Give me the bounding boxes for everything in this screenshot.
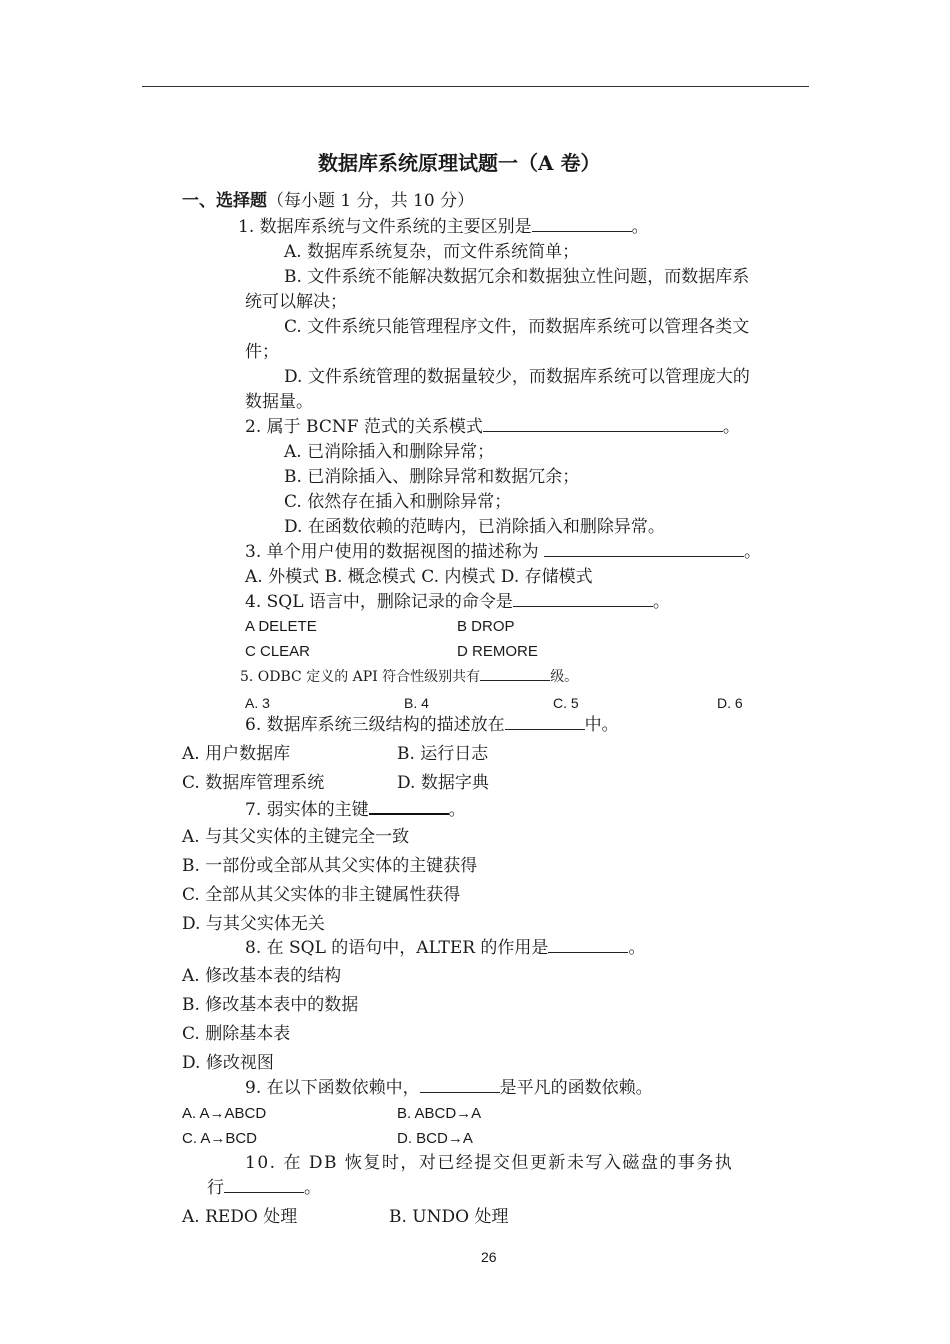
q7-option-d: D. 与其父实体无关 — [182, 914, 325, 934]
q3-end: 。 — [744, 542, 762, 562]
q2-end: 。 — [722, 417, 740, 437]
q4-stem-line — [245, 591, 670, 613]
q7-option-b: B. 一部份或全部从其父实体的主键获得 — [182, 856, 478, 876]
q10-option-a: A. REDO 处理 — [182, 1207, 298, 1227]
q9-stem-line — [245, 1077, 653, 1099]
section-heading-line — [182, 190, 474, 212]
q1-option-d-line2: 数据量。 — [245, 392, 313, 412]
q7-option-c: C. 全部从其父实体的非主键属性获得 — [182, 885, 461, 905]
q10-option-b: B. UNDO 处理 — [389, 1207, 509, 1227]
q5-stem: 5. ODBC 定义的 API 符合性级别共有 — [240, 669, 481, 685]
q9-end: 是平凡的函数依赖。 — [499, 1078, 653, 1098]
q6-option-b: B. 运行日志 — [397, 744, 489, 764]
q8-stem-line — [245, 937, 645, 959]
q1-option-d-line1: D. 文件系统管理的数据量较少，而数据库系统可以管理庞大的 — [284, 367, 750, 387]
q5-option-d: D. 6 — [717, 695, 743, 711]
q3-stem: 3. 单个用户使用的数据视图的描述称为 — [245, 542, 539, 562]
q9-blank — [420, 1077, 500, 1093]
q1-blank — [532, 216, 632, 232]
q9-option-b: B. ABCD→A — [397, 1105, 482, 1122]
q4-option-b: B DROP — [457, 618, 515, 635]
q4-option-d: D REMORE — [457, 643, 538, 660]
q2-blank — [483, 416, 723, 432]
q4-end: 。 — [652, 592, 670, 612]
q4-blank — [513, 591, 653, 607]
q7-option-a: A. 与其父实体的主键完全一致 — [182, 827, 410, 847]
q6-option-a: A. 用户数据库 — [182, 744, 291, 764]
q8-option-c: C. 删除基本表 — [182, 1024, 291, 1044]
q2-option-a: A. 已消除插入和删除异常； — [284, 442, 495, 462]
q4-option-c: C CLEAR — [245, 643, 311, 660]
q5-stem-line — [240, 666, 578, 688]
q8-option-a: A. 修改基本表的结构 — [182, 966, 342, 986]
page-title: 数据库系统原理试题一（A 卷） — [318, 151, 601, 175]
q7-end: 。 — [448, 800, 466, 820]
q6-end: 中。 — [584, 715, 619, 735]
q8-stem: 8. 在 SQL 的语句中，ALTER 的作用是 — [245, 938, 549, 958]
q2-option-d: D. 在函数依赖的范畴内，已消除插入和删除异常。 — [284, 517, 665, 537]
q6-option-c: C. 数据库管理系统 — [182, 773, 325, 793]
q1-option-a: A. 数据库系统复杂，而文件系统简单； — [284, 242, 580, 262]
q9-option-c: C. A→BCD — [182, 1130, 258, 1147]
q1-stem-line — [238, 216, 649, 238]
q9-option-a: A. A→ABCD — [182, 1105, 267, 1122]
q10-blank — [224, 1177, 304, 1193]
q5-option-b: B. 4 — [404, 695, 429, 711]
q6-stem: 6. 数据库系统三级结构的描述放在 — [245, 715, 505, 735]
q5-option-a: A. 3 — [245, 695, 270, 711]
q1-option-c-line1: C. 文件系统只能管理程序文件，而数据库系统可以管理各类文 — [284, 317, 750, 337]
section-heading: 一、选择题 — [182, 191, 267, 211]
q4-stem: 4. SQL 语言中，删除记录的命令是 — [245, 592, 513, 612]
section-note: （每小题 1 分，共 10 分） — [267, 191, 475, 211]
q7-stem: 7. 弱实体的主键 — [245, 800, 369, 820]
q6-option-d: D. 数据字典 — [397, 773, 489, 793]
q7-blank — [369, 798, 449, 815]
q2-stem: 2. 属于 BCNF 范式的关系模式 — [245, 417, 483, 437]
q1-option-b-line1: B. 文件系统不能解决数据冗余和数据独立性问题，而数据库系 — [284, 267, 750, 287]
q8-option-d: D. 修改视图 — [182, 1053, 274, 1073]
q10-end: 。 — [304, 1178, 321, 1198]
q1-stem: 1. 数据库系统与文件系统的主要区别是 — [238, 217, 532, 237]
q8-blank — [548, 937, 628, 953]
header-rule — [142, 86, 809, 87]
q3-options: A. 外模式 B. 概念模式 C. 内模式 D. 存储模式 — [245, 567, 593, 587]
page-number: 26 — [481, 1249, 497, 1265]
q8-option-b: B. 修改基本表中的数据 — [182, 995, 359, 1015]
q10-stem2: 行 — [207, 1178, 224, 1198]
q8-end: 。 — [628, 938, 646, 958]
q1-end: 。 — [631, 217, 649, 237]
q9-option-d: D. BCD→A — [397, 1130, 473, 1147]
q10-stem-line2 — [207, 1177, 321, 1199]
q2-option-b: B. 已消除插入、删除异常和数据冗余； — [284, 467, 580, 487]
q5-blank — [480, 667, 550, 681]
q1-option-c-line2: 件； — [245, 342, 279, 362]
q2-option-c: C. 依然存在插入和删除异常； — [284, 492, 512, 512]
q5-option-c: C. 5 — [553, 695, 579, 711]
q6-blank — [505, 714, 585, 730]
q9-stem: 9. 在以下函数依赖中， — [245, 1078, 420, 1098]
q1-option-b-line2: 统可以解决； — [245, 292, 347, 312]
q3-stem-line — [245, 541, 761, 563]
q4-option-a: A DELETE — [245, 618, 317, 635]
q10-stem-line1: 10. 在 DB 恢复时，对已经提交但更新未写入磁盘的事务执 — [245, 1153, 734, 1173]
q7-stem-line — [245, 798, 466, 821]
q2-stem-line — [245, 416, 740, 438]
q5-end: 级。 — [550, 669, 579, 685]
q3-blank — [544, 541, 744, 557]
q6-stem-line — [245, 714, 619, 736]
